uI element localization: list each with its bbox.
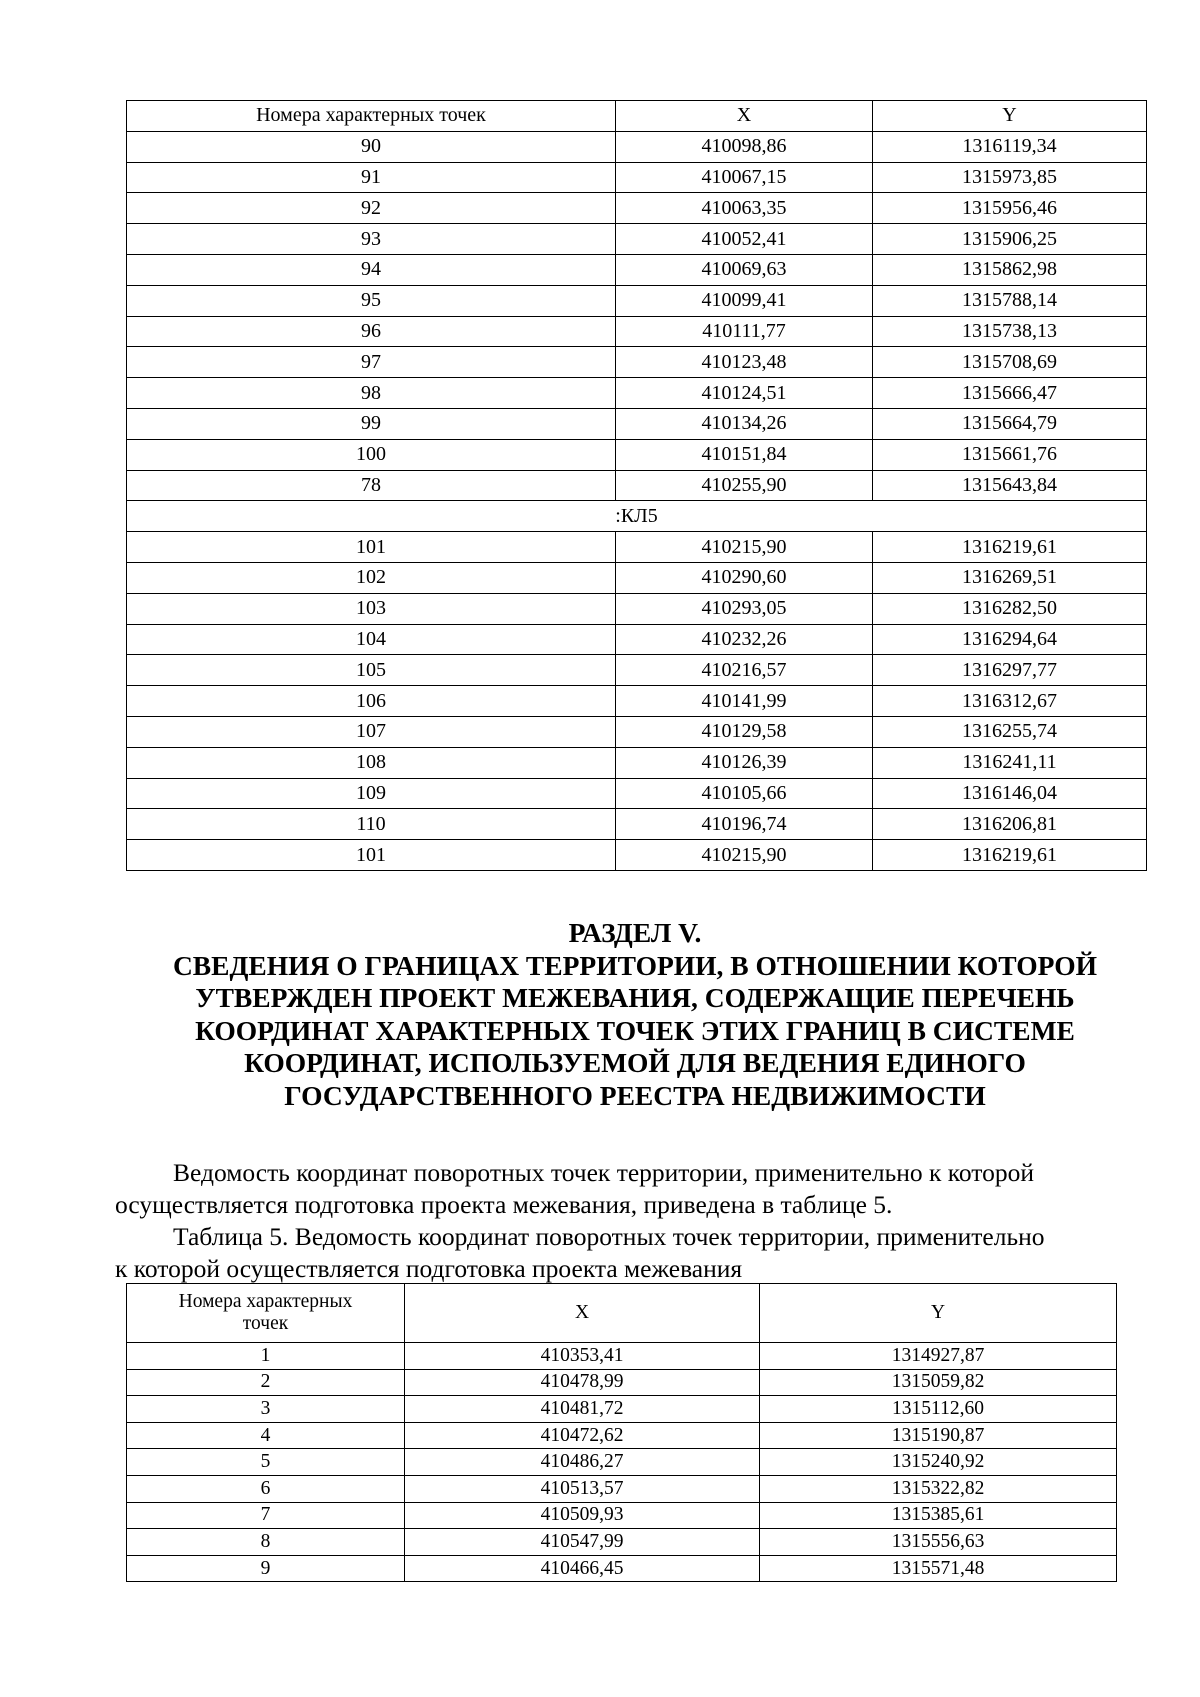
x-coordinate-cell: 410216,57: [616, 655, 873, 686]
header-point-number: [127, 1284, 405, 1343]
header-x: X: [616, 101, 873, 132]
point-number-cell: 78: [127, 470, 616, 501]
table-row: [127, 655, 1147, 686]
point-number-cell: 98: [127, 378, 616, 409]
table-row: [127, 593, 1147, 624]
table-row: [127, 1422, 1117, 1449]
y-coordinate-cell: 1316206,81: [873, 809, 1147, 840]
table-row: [127, 747, 1147, 778]
point-number-cell: 7: [127, 1502, 405, 1529]
x-coordinate-cell: 410215,90: [616, 840, 873, 871]
y-coordinate-cell: 1315956,46: [873, 193, 1147, 224]
intro-paragraph-line: Ведомость координат поворотных точек территории, применительно к которой: [173, 1158, 1035, 1187]
y-coordinate-cell: 1315190,87: [760, 1422, 1117, 1449]
y-coordinate-cell: 1315240,92: [760, 1449, 1117, 1476]
x-coordinate-cell: 410129,58: [616, 716, 873, 747]
y-coordinate-cell: 1315664,79: [873, 408, 1147, 439]
x-coordinate-cell: 410098,86: [616, 131, 873, 162]
header-point-number-label: Номера характерных точек: [178, 1291, 353, 1334]
y-coordinate-cell: 1315738,13: [873, 316, 1147, 347]
x-coordinate-cell: 410486,27: [405, 1449, 760, 1476]
header-x: X: [405, 1284, 760, 1343]
y-coordinate-cell: 1316219,61: [873, 532, 1147, 563]
table-row: [127, 470, 1147, 501]
group-label: :КЛ5: [127, 501, 1147, 532]
y-coordinate-cell: 1316294,64: [873, 624, 1147, 655]
x-coordinate-cell: 410509,93: [405, 1502, 760, 1529]
x-coordinate-cell: 410478,99: [405, 1369, 760, 1396]
x-coordinate-cell: 410255,90: [616, 470, 873, 501]
table-header-row: [127, 1284, 1117, 1343]
x-coordinate-cell: 410126,39: [616, 747, 873, 778]
x-coordinate-cell: 410134,26: [616, 408, 873, 439]
y-coordinate-cell: 1316312,67: [873, 686, 1147, 717]
x-coordinate-cell: 410481,72: [405, 1396, 760, 1423]
y-coordinate-cell: 1316255,74: [873, 716, 1147, 747]
table-row: [127, 316, 1147, 347]
point-number-cell: 3: [127, 1396, 405, 1423]
y-coordinate-cell: 1316146,04: [873, 778, 1147, 809]
table-row: [127, 1475, 1117, 1502]
x-coordinate-cell: 410472,62: [405, 1422, 760, 1449]
y-coordinate-cell: 1315322,82: [760, 1475, 1117, 1502]
y-coordinate-cell: 1316297,77: [873, 655, 1147, 686]
table-row: [127, 1369, 1117, 1396]
y-coordinate-cell: 1315661,76: [873, 439, 1147, 470]
y-coordinate-cell: 1316119,34: [873, 131, 1147, 162]
x-coordinate-cell: 410099,41: [616, 285, 873, 316]
point-number-cell: 96: [127, 316, 616, 347]
point-number-cell: 101: [127, 840, 616, 871]
point-number-cell: 97: [127, 347, 616, 378]
x-coordinate-cell: 410124,51: [616, 378, 873, 409]
point-number-cell: 6: [127, 1475, 405, 1502]
point-number-cell: 91: [127, 162, 616, 193]
point-number-cell: 90: [127, 131, 616, 162]
table-row: [127, 254, 1147, 285]
section-heading-line: РАЗДЕЛ V.: [568, 917, 702, 948]
y-coordinate-cell: 1315708,69: [873, 347, 1147, 378]
y-coordinate-cell: 1315973,85: [873, 162, 1147, 193]
section-heading-line: УТВЕРЖДЕН ПРОЕКТ МЕЖЕВАНИЯ, СОДЕРЖАЩИЕ ПЕРЕЧЕНЬ: [195, 982, 1075, 1014]
point-number-cell: 106: [127, 686, 616, 717]
x-coordinate-cell: 410069,63: [616, 254, 873, 285]
table-row: [127, 1449, 1117, 1476]
point-number-cell: 105: [127, 655, 616, 686]
y-coordinate-cell: 1316241,11: [873, 747, 1147, 778]
x-coordinate-cell: 410232,26: [616, 624, 873, 655]
point-number-cell: 99: [127, 408, 616, 439]
point-number-cell: 104: [127, 624, 616, 655]
y-coordinate-cell: 1315556,63: [760, 1529, 1117, 1556]
header-y: Y: [873, 101, 1147, 132]
section-heading-line: СВЕДЕНИЯ О ГРАНИЦАХ ТЕРРИТОРИИ, В ОТНОШЕНИИ КОТОРОЙ: [172, 949, 1098, 981]
table-row: [127, 1502, 1117, 1529]
y-coordinate-cell: 1315666,47: [873, 378, 1147, 409]
point-number-cell: 107: [127, 716, 616, 747]
y-coordinate-cell: 1316219,61: [873, 840, 1147, 871]
table-row: [127, 162, 1147, 193]
coordinates-table: [126, 100, 1147, 871]
x-coordinate-cell: 410111,77: [616, 316, 873, 347]
x-coordinate-cell: 410215,90: [616, 532, 873, 563]
table-row: [127, 1396, 1117, 1423]
table-row: [127, 224, 1147, 255]
point-number-cell: 8: [127, 1529, 405, 1556]
point-number-cell: 102: [127, 562, 616, 593]
x-coordinate-cell: 410063,35: [616, 193, 873, 224]
x-coordinate-cell: 410067,15: [616, 162, 873, 193]
table-row: [127, 378, 1147, 409]
table-row: [127, 1529, 1117, 1556]
section-heading: [100, 917, 1170, 1113]
y-coordinate-cell: 1315788,14: [873, 285, 1147, 316]
table-row: [127, 716, 1147, 747]
table-row: [127, 809, 1147, 840]
y-coordinate-cell: 1315862,98: [873, 254, 1147, 285]
y-coordinate-cell: 1315571,48: [760, 1555, 1117, 1582]
header-point-number: Номера характерных точек: [127, 101, 616, 132]
y-coordinate-cell: 1315906,25: [873, 224, 1147, 255]
point-number-cell: 1: [127, 1343, 405, 1370]
point-number-cell: 95: [127, 285, 616, 316]
x-coordinate-cell: 410105,66: [616, 778, 873, 809]
point-number-cell: 103: [127, 593, 616, 624]
point-number-cell: 100: [127, 439, 616, 470]
table-row: [127, 131, 1147, 162]
point-number-cell: 5: [127, 1449, 405, 1476]
point-number-cell: 4: [127, 1422, 405, 1449]
point-number-cell: 92: [127, 193, 616, 224]
table-header-row: [127, 101, 1147, 132]
x-coordinate-cell: 410151,84: [616, 439, 873, 470]
table-5: [126, 1283, 1117, 1582]
table-row: [127, 1555, 1117, 1582]
x-coordinate-cell: 410290,60: [616, 562, 873, 593]
table-row: [127, 439, 1147, 470]
x-coordinate-cell: 410547,99: [405, 1529, 760, 1556]
table-row: [127, 624, 1147, 655]
table-caption-line: к которой осуществляется подготовка проекта межевания: [115, 1254, 743, 1283]
table-row: [127, 562, 1147, 593]
table-row: [127, 532, 1147, 563]
table-row: [127, 285, 1147, 316]
x-coordinate-cell: 410141,99: [616, 686, 873, 717]
y-coordinate-cell: 1316269,51: [873, 562, 1147, 593]
x-coordinate-cell: 410353,41: [405, 1343, 760, 1370]
y-coordinate-cell: 1314927,87: [760, 1343, 1117, 1370]
x-coordinate-cell: 410466,45: [405, 1555, 760, 1582]
section-heading-line: ГОСУДАРСТВЕННОГО РЕЕСТРА НЕДВИЖИМОСТИ: [284, 1079, 986, 1111]
x-coordinate-cell: 410052,41: [616, 224, 873, 255]
y-coordinate-cell: 1316282,50: [873, 593, 1147, 624]
x-coordinate-cell: 410196,74: [616, 809, 873, 840]
point-number-cell: 2: [127, 1369, 405, 1396]
header-y: Y: [760, 1284, 1117, 1343]
table-row: [127, 778, 1147, 809]
point-number-cell: 93: [127, 224, 616, 255]
x-coordinate-cell: 410123,48: [616, 347, 873, 378]
table-row: [127, 193, 1147, 224]
section-heading-line: КООРДИНАТ ХАРАКТЕРНЫХ ТОЧЕК ЭТИХ ГРАНИЦ В СИСТЕМЕ: [195, 1014, 1075, 1046]
table-row: [127, 686, 1147, 717]
group-label-row: [127, 501, 1147, 532]
table-caption-line: Таблица 5. Ведомость координат поворотных точек территории, применительно: [173, 1222, 1045, 1251]
section-heading-line: КООРДИНАТ, ИСПОЛЬЗУЕМОЙ ДЛЯ ВЕДЕНИЯ ЕДИНОГО: [244, 1047, 1026, 1079]
table-row: [127, 347, 1147, 378]
table-row: [127, 840, 1147, 871]
intro-paragraph-line: осуществляется подготовка проекта межевания, приведена в таблице 5.: [115, 1190, 893, 1219]
point-number-cell: 109: [127, 778, 616, 809]
y-coordinate-cell: 1315643,84: [873, 470, 1147, 501]
point-number-cell: 94: [127, 254, 616, 285]
point-number-cell: 108: [127, 747, 616, 778]
point-number-cell: 101: [127, 532, 616, 563]
x-coordinate-cell: 410513,57: [405, 1475, 760, 1502]
table-row: [127, 1343, 1117, 1370]
point-number-cell: 110: [127, 809, 616, 840]
y-coordinate-cell: 1315385,61: [760, 1502, 1117, 1529]
x-coordinate-cell: 410293,05: [616, 593, 873, 624]
table-row: [127, 408, 1147, 439]
point-number-cell: 9: [127, 1555, 405, 1582]
y-coordinate-cell: 1315059,82: [760, 1369, 1117, 1396]
y-coordinate-cell: 1315112,60: [760, 1396, 1117, 1423]
